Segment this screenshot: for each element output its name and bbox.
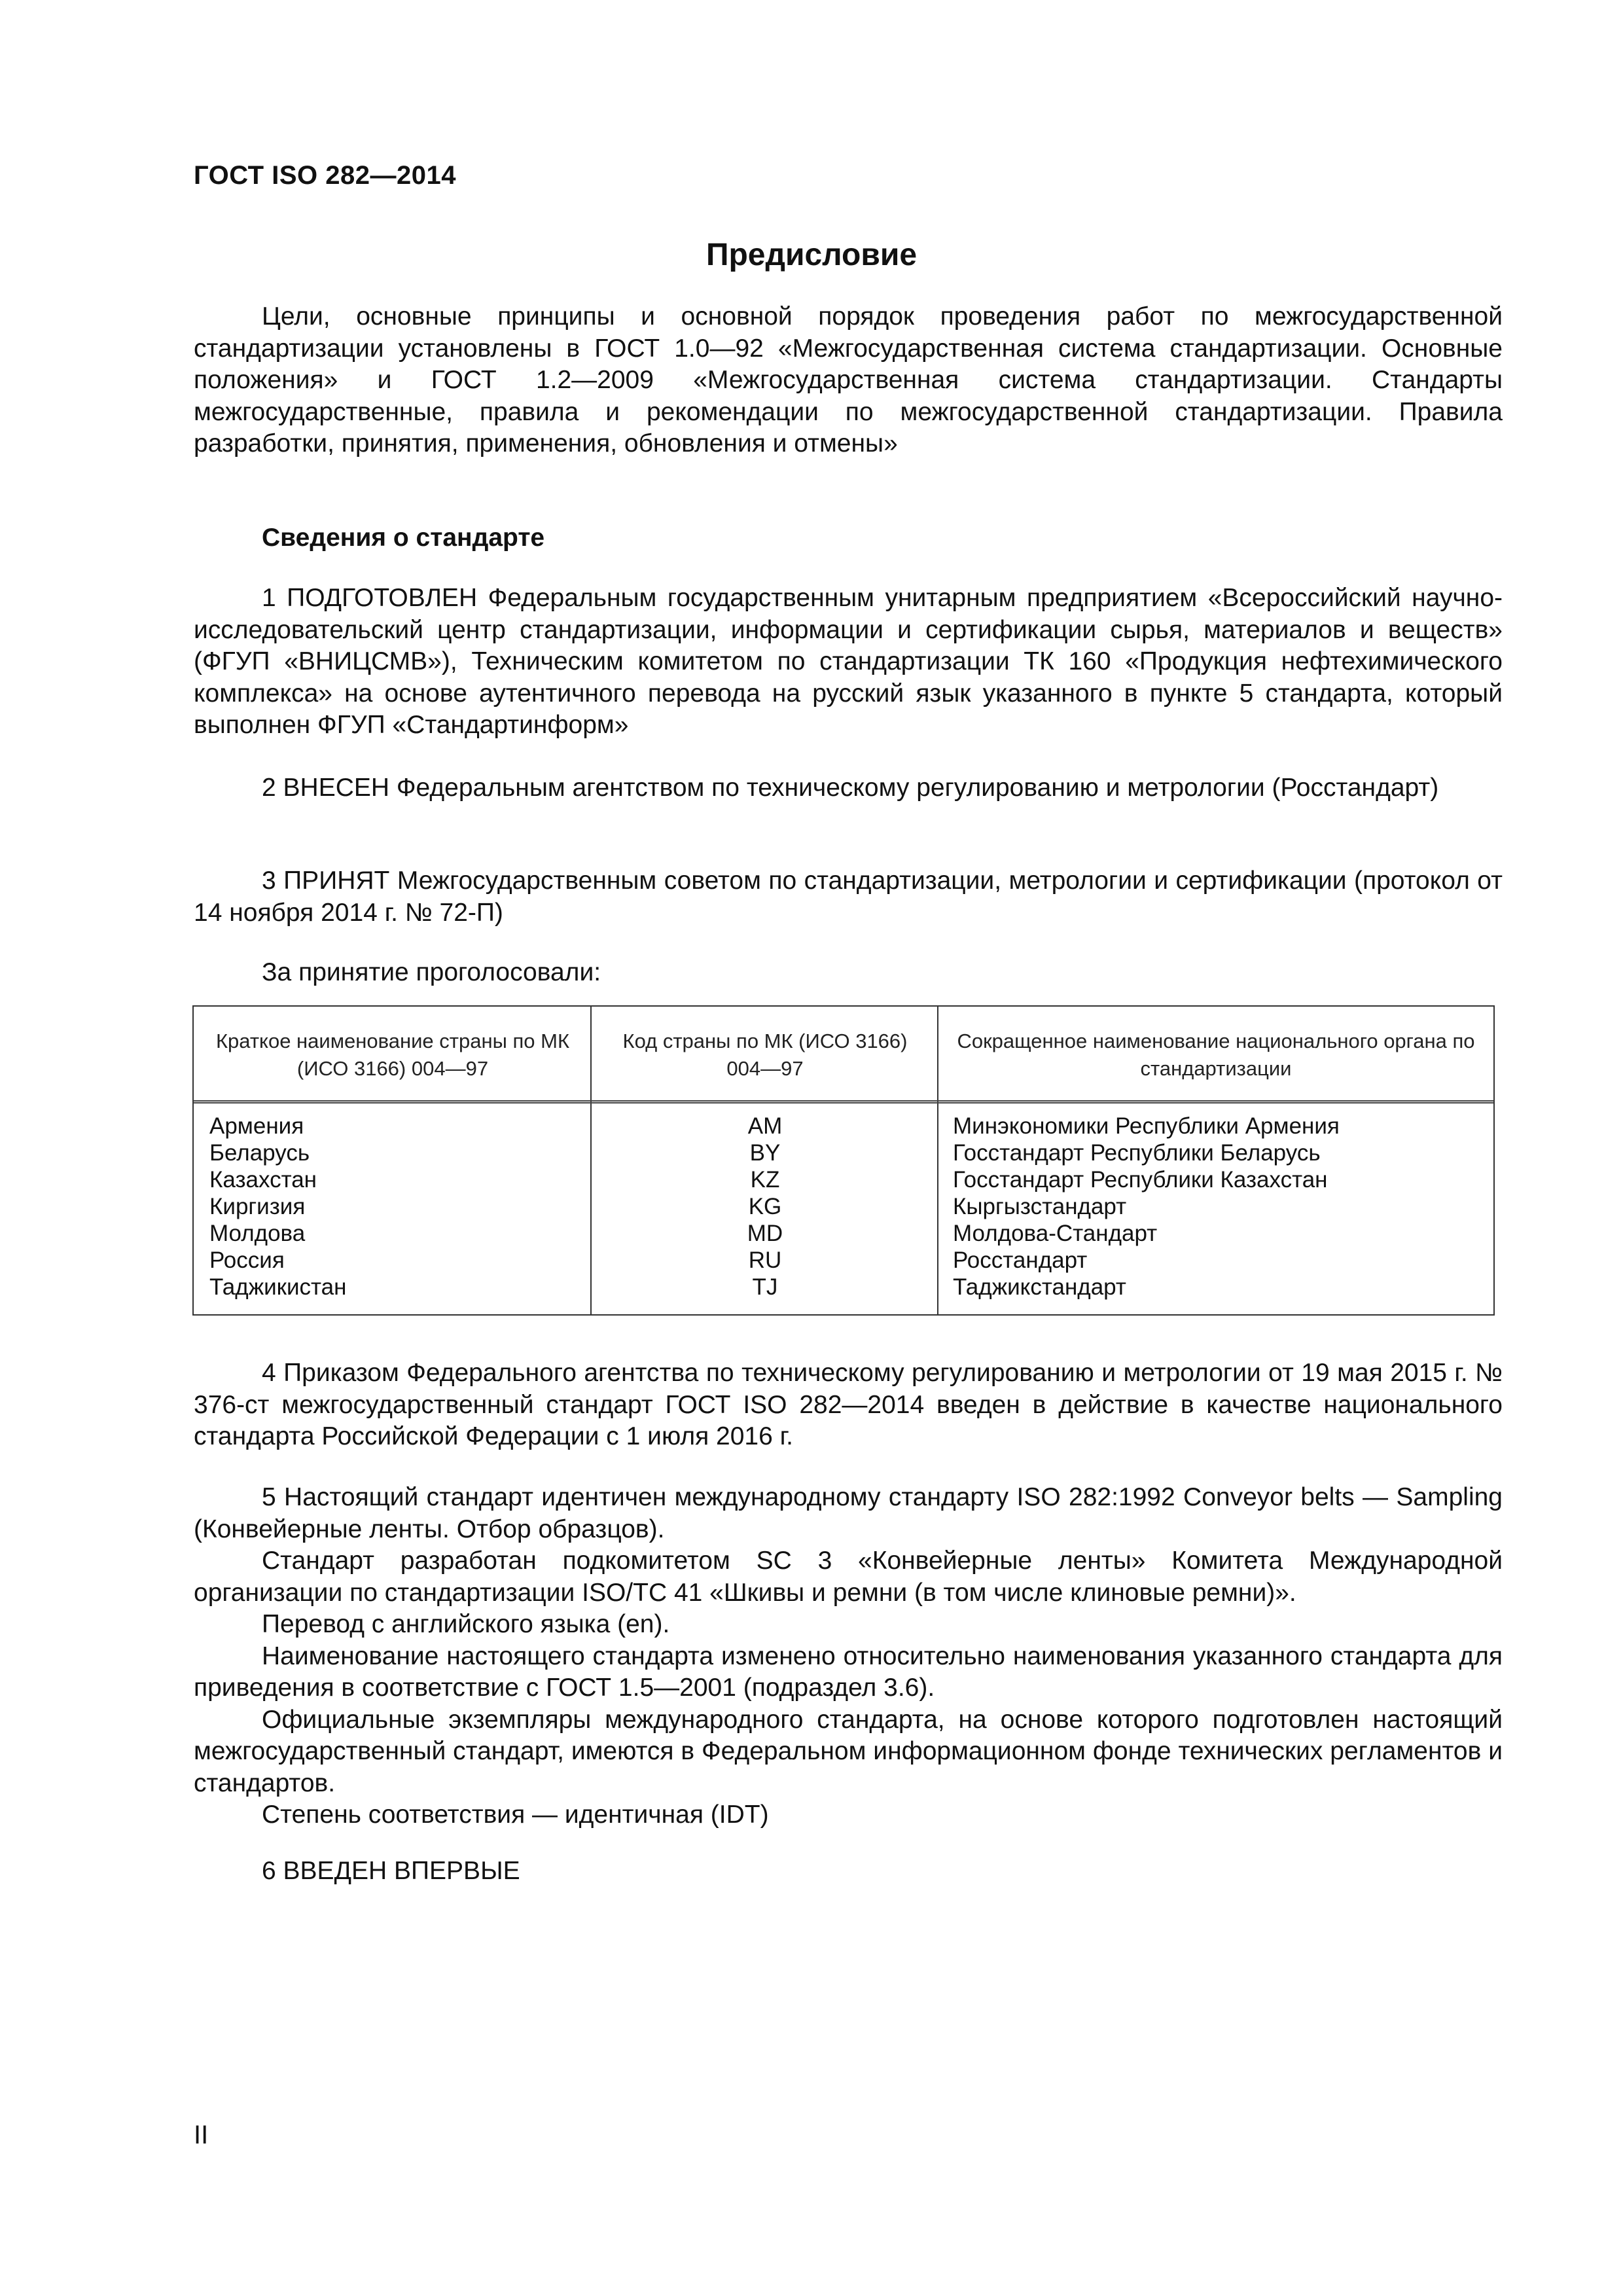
item-5-paragraph: Перевод с английского языка (en).	[262, 1610, 670, 1638]
table-cell-org: Госстандарт Республики Беларусь	[953, 1140, 1321, 1166]
item-4	[194, 1357, 1503, 1453]
table-cell-country: Беларусь	[209, 1140, 310, 1166]
table-row	[194, 1220, 1493, 1247]
table-cell-org: Таджикстандарт	[953, 1274, 1126, 1300]
table-cell-country: Казахстан	[209, 1167, 317, 1193]
table-header-country: Краткое наименование страны по МК (ИСО 3166) 004—97	[215, 1030, 570, 1080]
item-1-text: 1 ПОДГОТОВЛЕН Федеральным государственным унитарным предприятием «Всероссийский научно-исследовательский центр стандартизации, информации и сертификации сырья, материалов и веществ» (ФГУП «ВНИЦСМВ»), Техническим комитетом по стандартизации ТК 160 «Продукция нефтехимического комплекса» на основе аутентичного перевода на русский язык указанного в пункте 5 стандарта, который выполнен ФГУП «Стандартинформ»	[194, 584, 1503, 739]
table-header-org: Сокращенное наименование национального органа по стандартизации	[957, 1030, 1475, 1080]
table-cell-org: Госстандарт Республики Казахстан	[953, 1167, 1328, 1193]
item-5	[194, 1482, 1503, 1831]
table-header-code: Код страны по МК (ИСО 3166) 004—97	[622, 1030, 908, 1080]
vote-intro	[194, 957, 1503, 989]
table-cell-country: Россия	[209, 1247, 285, 1273]
page-title: Предисловие	[705, 238, 918, 272]
page-number: II	[194, 2121, 209, 2149]
intro-section	[194, 301, 1503, 460]
table-cell-org: Росстандарт	[953, 1247, 1088, 1273]
table-cell-org: Молдова-Стандарт	[953, 1221, 1158, 1246]
item-3-text: 3 ПРИНЯТ Межгосударственным советом по стандартизации, метрологии и сертификации (протокол от 14 ноября 2014 г. № 72-П)	[194, 867, 1503, 927]
table-cell-country: Киргизия	[209, 1194, 306, 1219]
document-header: ГОСТ ISO 282—2014	[194, 161, 456, 190]
item-6-text: 6 ВВЕДЕН ВПЕРВЫЕ	[262, 1857, 520, 1885]
table-cell-country: Армения	[209, 1113, 304, 1139]
voting-table	[192, 1005, 1495, 1316]
table-row	[194, 1139, 1493, 1166]
item-2	[194, 772, 1503, 804]
item-2-text: 2 ВНЕСЕН Федеральным агентством по техническому регулированию и метрологии (Росстандарт)	[262, 774, 1439, 802]
table-cell-code: RU	[748, 1247, 782, 1273]
table-cell-code: MD	[747, 1221, 783, 1246]
table-cell-code: KG	[748, 1194, 782, 1219]
table-cell-code: TJ	[752, 1274, 778, 1300]
table-cell-org: Минэкономики Республики Армения	[953, 1113, 1340, 1139]
item-5-paragraph: Степень соответствия — идентичная (IDT)	[262, 1801, 769, 1829]
table-row	[194, 1113, 1493, 1139]
section-heading: Сведения о стандарте	[262, 524, 545, 552]
item-3	[194, 865, 1503, 929]
item-5-paragraph: Наименование настоящего стандарта изменено относительно наименования указанного стандарта для приведения в соответствие с ГОСТ 1.5—2001 (подраздел 3.6).	[194, 1641, 1503, 1702]
item-4-text: 4 Приказом Федерального агентства по техническому регулированию и метрологии от 19 мая 2015 г. № 376-ст межгосударственный стандарт ГОСТ ISO 282—2014 введен в действие в качестве национального стандарта Российской Федерации с 1 июля 2016 г.	[194, 1359, 1503, 1450]
table-cell-code: BY	[749, 1140, 781, 1166]
table-body	[194, 1113, 1493, 1300]
vote-intro-text: За принятие проголосовали:	[262, 958, 601, 986]
table-row	[194, 1193, 1493, 1220]
item-6	[194, 1856, 1503, 1888]
intro-paragraph: Цели, основные принципы и основной порядок проведения работ по межгосударственной стандартизации установлены в ГОСТ 1.0—92 «Межгосударственная система стандартизации. Основные положения» и ГОСТ 1.2—2009 «Межгосударственная система стандартизации. Стандарты межгосударственные, правила и рекомендации по межгосударственной стандартизации. Правила разработки, принятия, применения, обновления и отмены»	[194, 302, 1503, 457]
table-cell-org: Кыргызстандарт	[953, 1194, 1127, 1219]
table-row	[194, 1247, 1493, 1274]
item-5-paragraph: Стандарт разработан подкомитетом SC 3 «Конвейерные ленты» Комитета Международной организации по стандартизации ISO/TC 41 «Шкивы и ремни (в том числе клиновые ремни)».	[194, 1547, 1503, 1607]
table-cell-code: KZ	[750, 1167, 780, 1193]
table-cell-country: Таджикистан	[209, 1274, 347, 1300]
table-cell-country: Молдова	[209, 1221, 306, 1246]
table-cell-code: AM	[747, 1113, 783, 1139]
table-row	[194, 1166, 1493, 1193]
item-5-text: 5 Настоящий стандарт идентичен международному стандарту ISO 282:1992 Conveyor belts — Sampling (Конвейерные ленты. Отбор образцов).	[194, 1483, 1503, 1543]
item-5-paragraph: Официальные экземпляры международного стандарта, на основе которого подготовлен настоящий межгосударственный стандарт, имеются в Федеральном информационном фонде технических регламентов и стандартов.	[194, 1705, 1503, 1797]
table-row	[194, 1274, 1493, 1300]
item-1	[194, 583, 1503, 742]
